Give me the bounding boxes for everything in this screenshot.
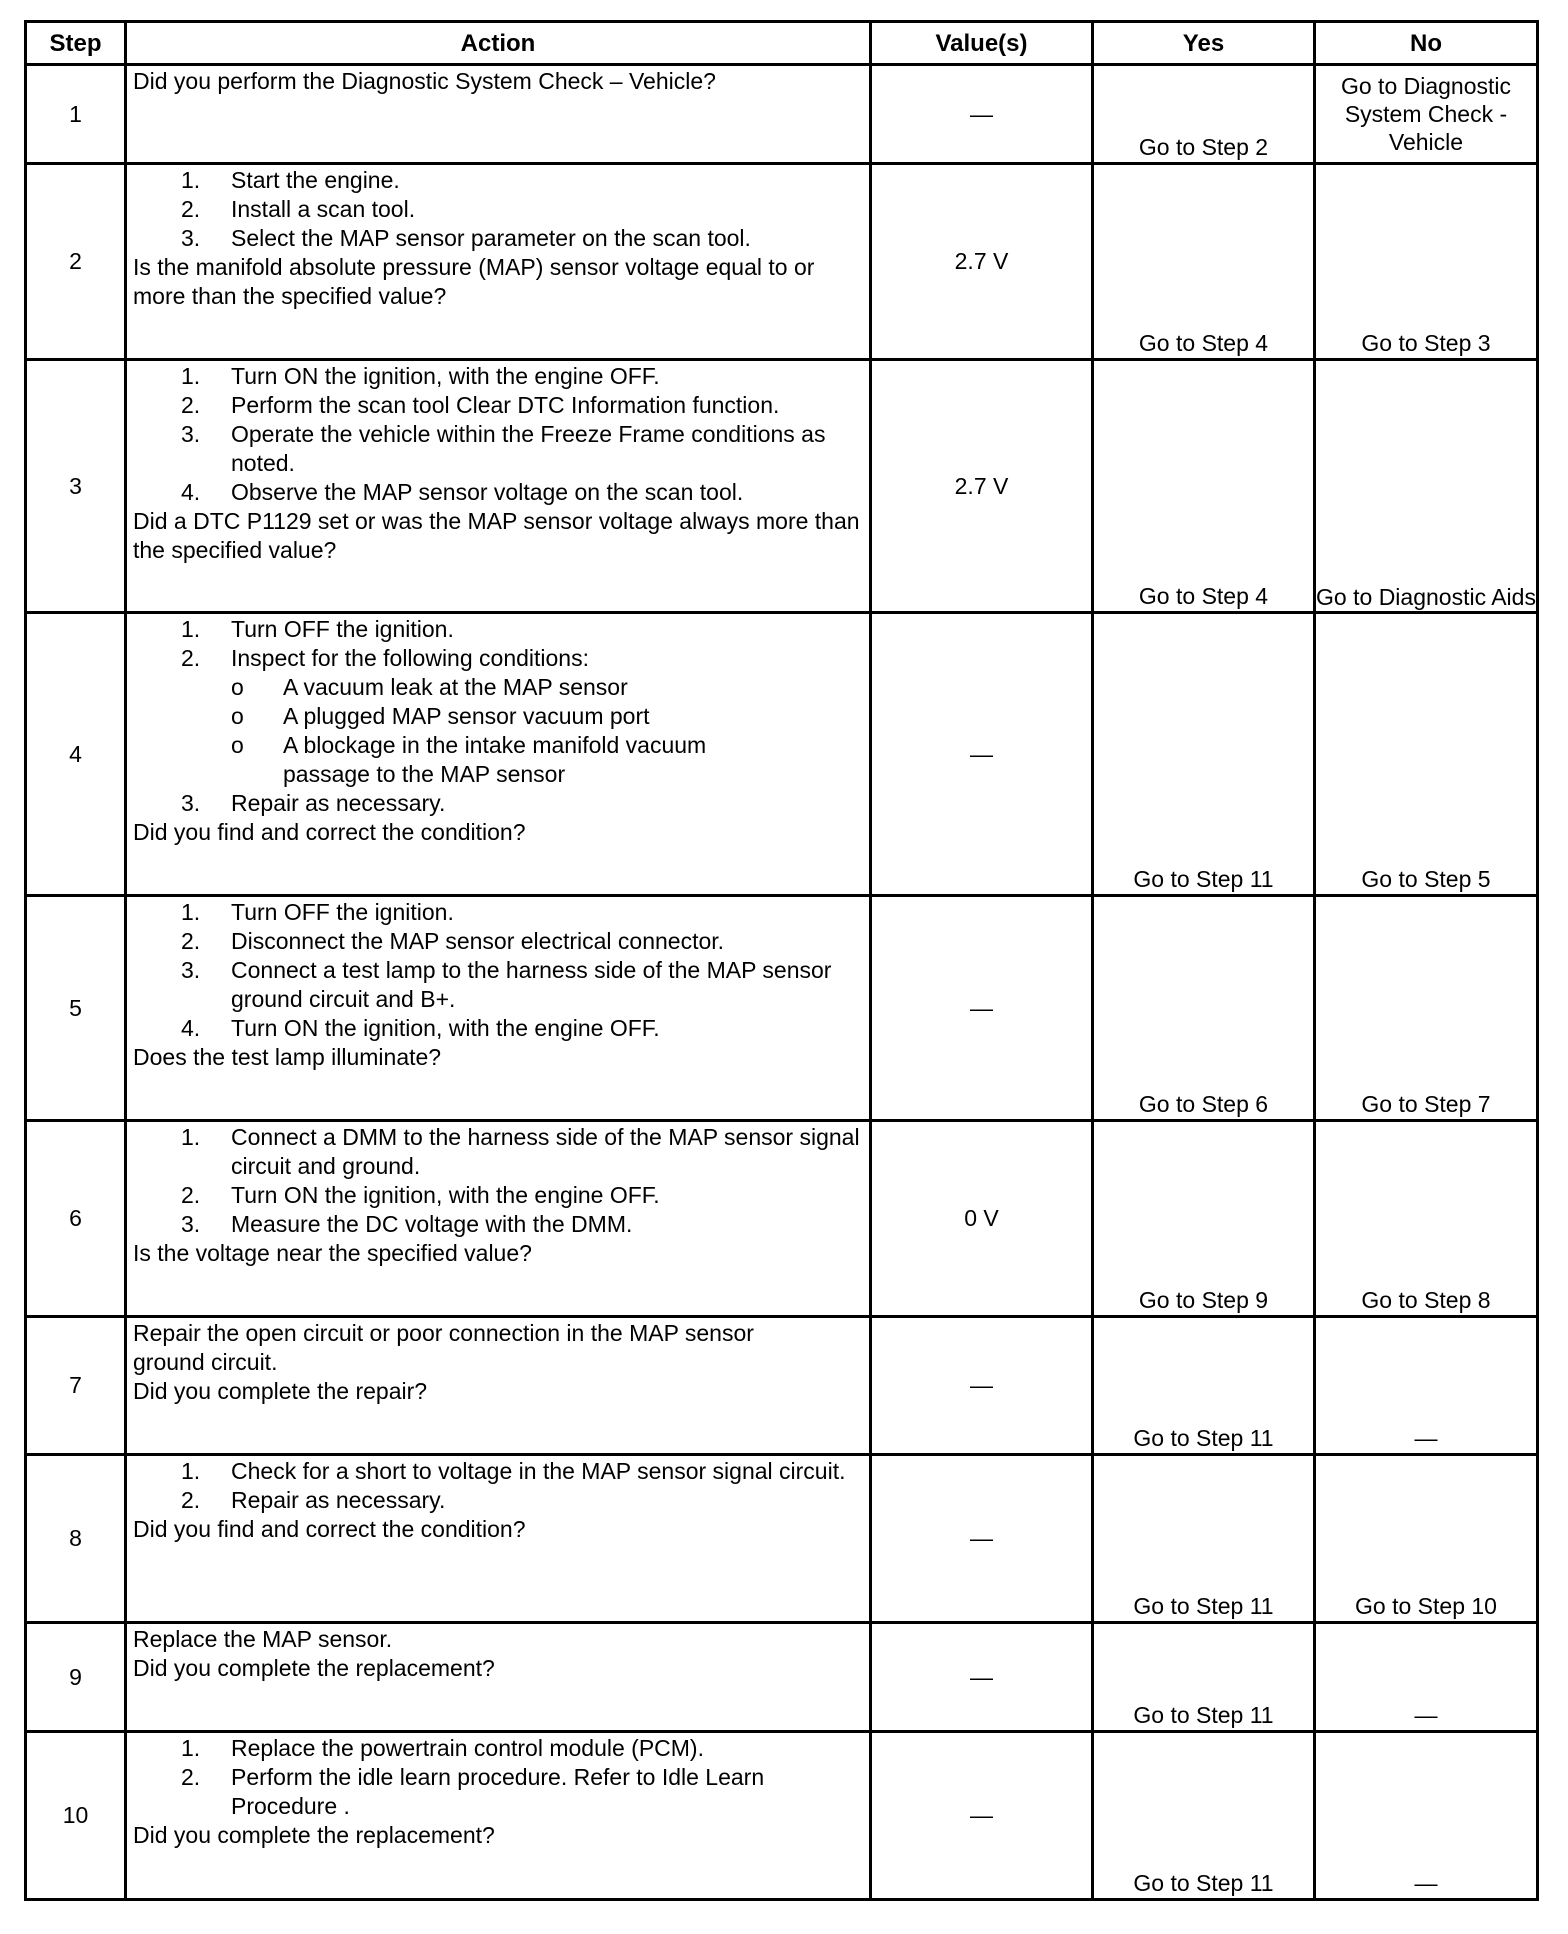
table-row: [26, 65, 1538, 164]
list-item: 3. Repair as necessary.: [181, 790, 446, 816]
action-cell: [126, 164, 871, 360]
step-number: 3: [26, 360, 126, 613]
list-item: 1. Turn OFF the ignition.: [181, 899, 454, 925]
list-item: 2. Perform the idle learn procedure. Refer to Idle Learn Procedure .: [181, 1764, 765, 1819]
yes-cell: Go to Step 11: [1093, 613, 1315, 896]
action-intro: Did you perform the Diagnostic System Check – Vehicle?: [133, 68, 716, 94]
action-steps: [133, 1457, 865, 1515]
action-cell: [126, 1455, 871, 1623]
yes-cell: Go to Step 11: [1093, 1732, 1315, 1900]
action-cell: [126, 360, 871, 613]
yes-cell: Go to Step 4: [1093, 360, 1315, 613]
list-item: o A plugged MAP sensor vacuum port: [231, 703, 650, 729]
no-cell: Go to Step 8: [1315, 1121, 1538, 1317]
no-cell: Go to Step 3: [1315, 164, 1538, 360]
list-item: 4. Turn ON the ignition, with the engine OFF.: [181, 1015, 660, 1041]
action-cell: [126, 896, 871, 1121]
list-item: 1. Replace the powertrain control module (PCM).: [181, 1735, 704, 1761]
yes-cell: Go to Step 4: [1093, 164, 1315, 360]
condition-sublist: [133, 673, 865, 789]
action-question: Did you complete the replacement?: [133, 1822, 495, 1848]
list-item: 2. Turn ON the ignition, with the engine OFF.: [181, 1182, 660, 1208]
list-item: 1. Start the engine.: [181, 167, 400, 193]
action-steps: [133, 615, 865, 673]
header-values: Value(s): [871, 22, 1093, 65]
action-question: Did you find and correct the condition?: [133, 1516, 526, 1542]
action-cell: [126, 1732, 871, 1900]
no-cell: Go to Step 7: [1315, 896, 1538, 1121]
table-row: [26, 896, 1538, 1121]
list-item: 1. Turn ON the ignition, with the engine OFF.: [181, 363, 660, 389]
action-cell: [126, 1317, 871, 1455]
action-cell: [126, 1623, 871, 1732]
action-question: Did you complete the replacement?: [133, 1655, 495, 1681]
value-cell: —: [871, 1317, 1093, 1455]
yes-cell: Go to Step 2: [1093, 65, 1315, 164]
value-cell: 0 V: [871, 1121, 1093, 1317]
table-row: [26, 1455, 1538, 1623]
value-cell: —: [871, 65, 1093, 164]
list-item: 1. Check for a short to voltage in the MAP sensor signal circuit.: [181, 1458, 846, 1484]
yes-cell: Go to Step 11: [1093, 1455, 1315, 1623]
header-row: [26, 22, 1538, 65]
list-item: 4. Observe the MAP sensor voltage on the scan tool.: [181, 479, 744, 505]
action-question: Did you find and correct the condition?: [133, 819, 526, 845]
step-number: 6: [26, 1121, 126, 1317]
action-steps: [133, 789, 865, 818]
list-item: 1. Connect a DMM to the harness side of the MAP sensor signal circuit and ground.: [181, 1124, 860, 1179]
table-row: [26, 360, 1538, 613]
table-row: [26, 164, 1538, 360]
yes-cell: Go to Step 9: [1093, 1121, 1315, 1317]
action-steps: [133, 898, 865, 1043]
no-cell: —: [1315, 1317, 1538, 1455]
action-steps: [133, 1734, 865, 1821]
value-cell: —: [871, 613, 1093, 896]
step-number: 2: [26, 164, 126, 360]
list-item: 3. Operate the vehicle within the Freeze Frame conditions as noted.: [181, 421, 826, 476]
table-row: [26, 1317, 1538, 1455]
no-cell: Go to Step 10: [1315, 1455, 1538, 1623]
action-question: Is the manifold absolute pressure (MAP) sensor voltage equal to or more than the specified value?: [133, 254, 815, 309]
table-row: [26, 1732, 1538, 1900]
no-cell: Go to Diagnostic Aids: [1315, 360, 1538, 613]
diagnostic-table: [24, 20, 1539, 1901]
header-step: Step: [26, 22, 126, 65]
list-item: 2. Disconnect the MAP sensor electrical connector.: [181, 928, 725, 954]
list-item: o A blockage in the intake manifold vacuum passage to the MAP sensor: [231, 732, 707, 787]
value-cell: —: [871, 1455, 1093, 1623]
action-cell: [126, 613, 871, 896]
list-item: 2. Repair as necessary.: [181, 1487, 446, 1513]
no-cell: Go to Diagnostic System Check - Vehicle: [1315, 65, 1538, 164]
yes-cell: Go to Step 11: [1093, 1317, 1315, 1455]
value-cell: —: [871, 1623, 1093, 1732]
step-number: 10: [26, 1732, 126, 1900]
step-number: 1: [26, 65, 126, 164]
value-cell: —: [871, 1732, 1093, 1900]
table-row: [26, 613, 1538, 896]
action-cell: [126, 65, 871, 164]
no-cell: —: [1315, 1623, 1538, 1732]
list-item: 2. Perform the scan tool Clear DTC Information function.: [181, 392, 780, 418]
yes-cell: Go to Step 6: [1093, 896, 1315, 1121]
value-cell: 2.7 V: [871, 164, 1093, 360]
action-question: Is the voltage near the specified value?: [133, 1240, 532, 1266]
action-steps: [133, 1123, 865, 1239]
step-number: 7: [26, 1317, 126, 1455]
list-item: 3. Connect a test lamp to the harness side of the MAP sensor ground circuit and B+.: [181, 957, 832, 1012]
action-steps: [133, 362, 865, 507]
action-intro: Repair the open circuit or poor connection in the MAP sensor ground circuit.: [133, 1320, 754, 1375]
value-cell: —: [871, 896, 1093, 1121]
step-number: 4: [26, 613, 126, 896]
yes-cell: Go to Step 11: [1093, 1623, 1315, 1732]
list-item: 3. Select the MAP sensor parameter on the scan tool.: [181, 225, 751, 251]
header-no: No: [1315, 22, 1538, 65]
list-item: o A vacuum leak at the MAP sensor: [231, 674, 628, 700]
list-item: 2. Inspect for the following conditions:: [181, 645, 589, 671]
action-intro: Replace the MAP sensor.: [133, 1626, 393, 1652]
no-cell: Go to Step 5: [1315, 613, 1538, 896]
value-cell: 2.7 V: [871, 360, 1093, 613]
table-row: [26, 1623, 1538, 1732]
action-question: Did you complete the repair?: [133, 1378, 428, 1404]
header-action: Action: [126, 22, 871, 65]
action-steps: [133, 166, 865, 253]
action-question: Did a DTC P1129 set or was the MAP sensor voltage always more than the specified value?: [133, 508, 860, 563]
action-cell: [126, 1121, 871, 1317]
list-item: 2. Install a scan tool.: [181, 196, 416, 222]
header-yes: Yes: [1093, 22, 1315, 65]
no-cell: —: [1315, 1732, 1538, 1900]
step-number: 8: [26, 1455, 126, 1623]
action-question: Does the test lamp illuminate?: [133, 1044, 442, 1070]
step-number: 9: [26, 1623, 126, 1732]
list-item: 3. Measure the DC voltage with the DMM.: [181, 1211, 633, 1237]
table-row: [26, 1121, 1538, 1317]
step-number: 5: [26, 896, 126, 1121]
list-item: 1. Turn OFF the ignition.: [181, 616, 454, 642]
